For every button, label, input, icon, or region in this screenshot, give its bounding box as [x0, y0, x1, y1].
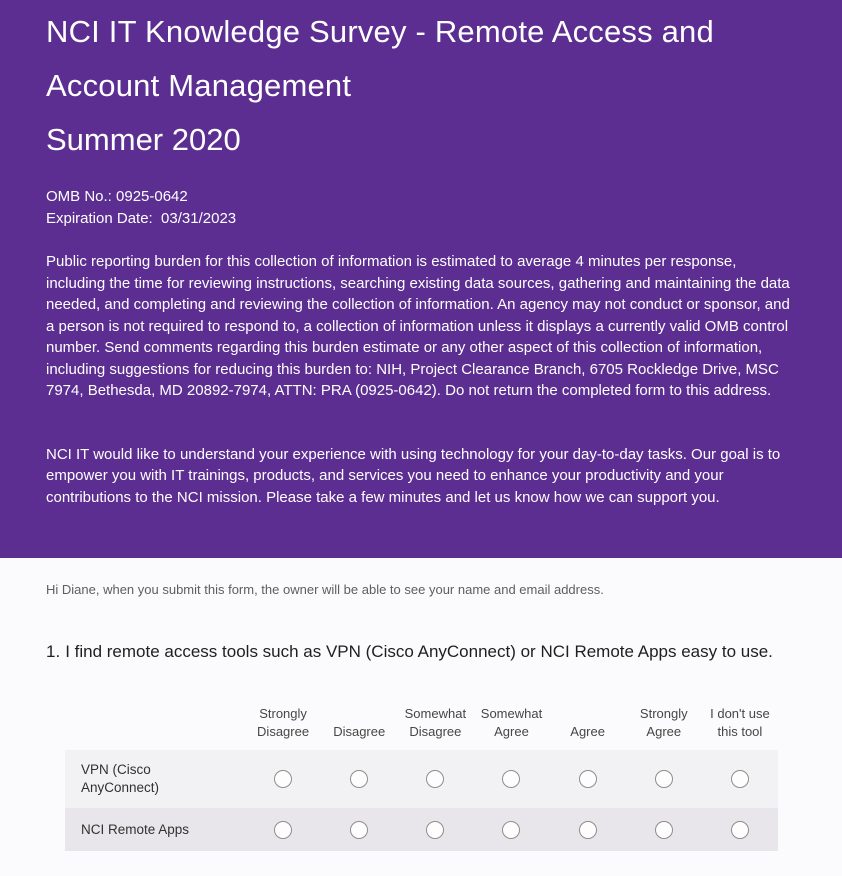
- radio-option[interactable]: [731, 770, 749, 788]
- likert-cell: [626, 808, 702, 851]
- likert-cell: [245, 808, 321, 851]
- form-title: NCI IT Knowledge Survey - Remote Access and Account Management: [46, 14, 714, 103]
- likert-cell: [473, 750, 549, 808]
- likert-cell: [321, 750, 397, 808]
- radio-option[interactable]: [274, 821, 292, 839]
- question-title: [46, 640, 796, 664]
- likert-cell: [550, 750, 626, 808]
- radio-option[interactable]: [502, 821, 520, 839]
- radio-option[interactable]: [502, 770, 520, 788]
- likert-cell: [550, 808, 626, 851]
- likert-row-nci-remote-apps: [65, 808, 778, 851]
- radio-option[interactable]: [426, 770, 444, 788]
- likert-cell: [626, 750, 702, 808]
- radio-option[interactable]: [426, 821, 444, 839]
- radio-option[interactable]: [655, 770, 673, 788]
- radio-option[interactable]: [579, 770, 597, 788]
- privacy-notice: Hi Diane, when you submit this form, the owner will be able to see your name and email address.: [46, 582, 604, 597]
- likert-row-vpn: [65, 750, 778, 808]
- likert-header-row: [65, 684, 778, 750]
- omb-number: OMB No.: 0925-0642: [46, 188, 188, 205]
- likert-header-spacer: [65, 684, 245, 750]
- radio-option[interactable]: [655, 821, 673, 839]
- form-meta: [46, 186, 796, 229]
- likert-option-header: Somewhat Disagree: [404, 706, 467, 739]
- radio-option[interactable]: [274, 770, 292, 788]
- radio-option[interactable]: [350, 821, 368, 839]
- likert-option-header: Strongly Disagree: [257, 706, 310, 739]
- question-number: 1.: [46, 642, 61, 661]
- question-text: I find remote access tools such as VPN (Cisco AnyConnect) or NCI Remote Apps easy to use.: [65, 642, 773, 661]
- likert-table: [65, 684, 778, 851]
- likert-option-header: I don't use this tool: [710, 706, 770, 739]
- likert-option-header: Agree: [570, 724, 605, 739]
- radio-option[interactable]: [731, 821, 749, 839]
- likert-cell: [397, 750, 473, 808]
- radio-option[interactable]: [579, 821, 597, 839]
- likert-cell: [702, 808, 778, 851]
- likert-cell: [321, 808, 397, 851]
- expiration-date: Expiration Date: 03/31/2023: [46, 209, 237, 227]
- form-body: [0, 558, 842, 851]
- likert-option-header: Somewhat Agree: [480, 706, 543, 739]
- burden-statement: Public reporting burden for this collection of information is estimated to average 4 minutes per response, including the time for reviewing instructions, searching existing data sources, gathering and maintaining the data needed, and completing and reviewing the collection of information. An agency may not conduct or sponsor, and a person is not required to respond to, a collection of information unless it displays a currently valid OMB control number. Send comments regarding this burden estimate or any other aspect of this collection of information, including suggestions for reducing this burden to: NIH, Project Clearance Branch, 6705 Rockledge Drive, MSC 7974, Bethesda, MD 20892-7974, ATTN: PRA (0925-0642). Do not return the completed form to this address.: [46, 253, 790, 399]
- likert-option-header: Strongly Agree: [639, 706, 688, 739]
- form-subtitle: Summer 2020: [46, 122, 241, 157]
- likert-cell: [397, 808, 473, 851]
- intro-statement: NCI IT would like to understand your experience with using technology for your day-to-day tasks. Our goal is to empower you with IT trainings, products, and services you need to enhance your productivity and your contributions to the NCI mission. Please take a few minutes and let us know how we can support you.: [46, 445, 781, 506]
- likert-row-label: VPN (Cisco AnyConnect): [81, 762, 160, 795]
- radio-option[interactable]: [350, 770, 368, 788]
- likert-row-label: NCI Remote Apps: [81, 821, 190, 837]
- likert-cell: [245, 750, 321, 808]
- likert-option-header: Disagree: [333, 724, 386, 739]
- likert-cell: [473, 808, 549, 851]
- likert-cell: [702, 750, 778, 808]
